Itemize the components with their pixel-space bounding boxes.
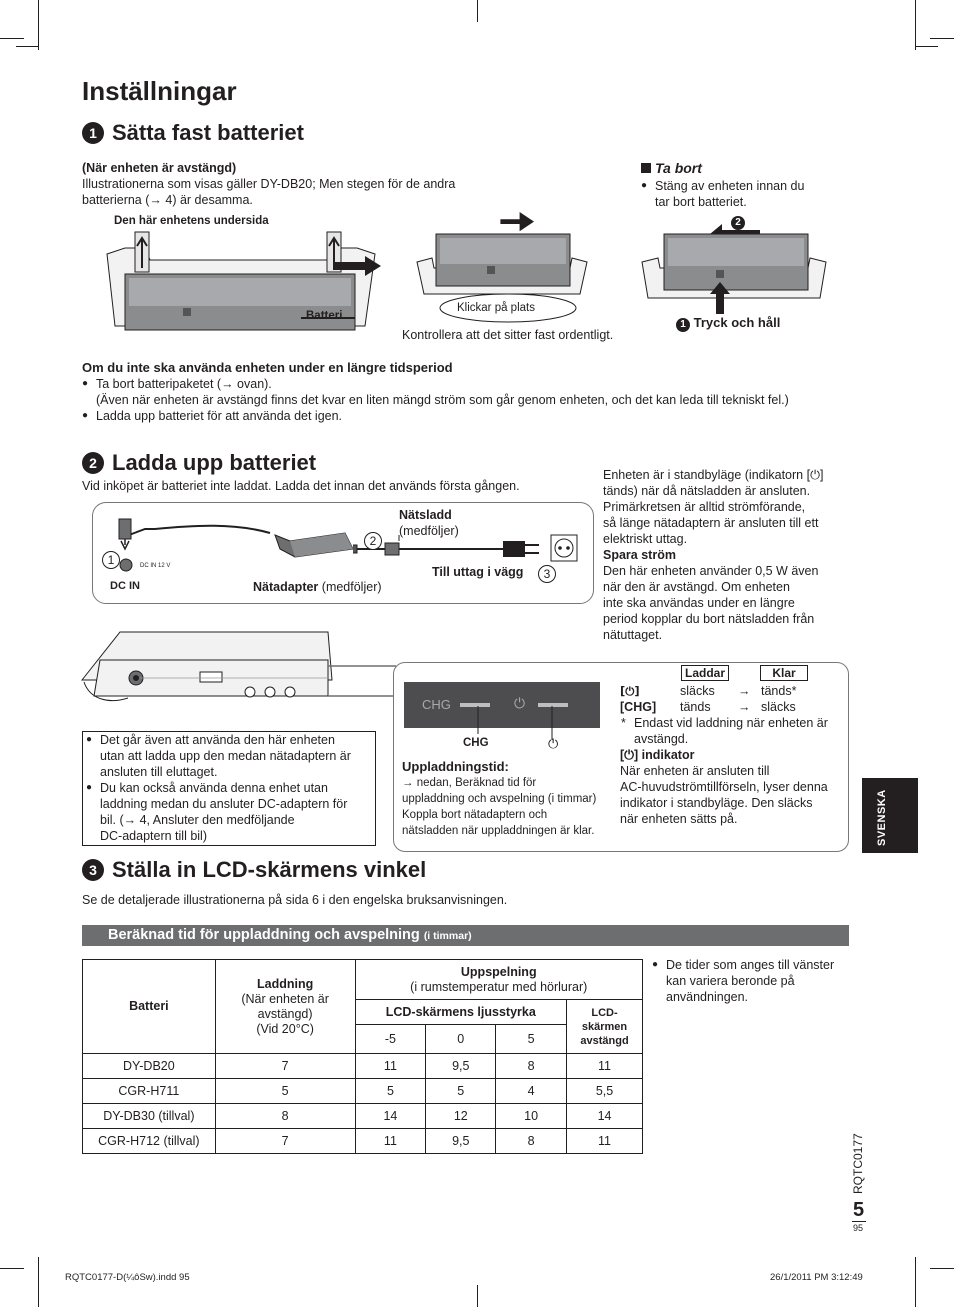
info-line: Koppla bort nätadaptern och: [402, 809, 548, 821]
list-item-text: utan att ladda upp den medan nätadaptern är: [100, 749, 351, 763]
row2-key: [CHG]: [620, 700, 657, 714]
info-line: nätsladden när uppladdningen är klar.: [402, 825, 595, 837]
arrow-right-icon: [333, 254, 383, 278]
remove-list: [641, 178, 804, 210]
indicator-text: [620, 763, 828, 827]
cell-value: 4: [496, 1079, 567, 1104]
list-item-text: tar bort batteriet.: [655, 195, 747, 209]
cell-battery: CGR-H711: [83, 1079, 216, 1104]
chg-display-text: CHG: [422, 697, 451, 712]
device-side-illustration: [80, 620, 398, 710]
ac-adapter-name: Nätadapter: [253, 580, 319, 594]
table-row: [83, 1079, 643, 1104]
header-play-sub: (i rumstemperatur med hörlurar): [410, 979, 588, 994]
list-item: [82, 376, 789, 408]
step-number: 2: [364, 532, 382, 550]
list-item-text: Du kan också använda denna enhet utan: [100, 781, 328, 795]
info-line: Den här enheten använder 0,5 W även: [603, 564, 819, 578]
battery-remove-illustration: [640, 222, 830, 322]
power-icon: ⏻: [514, 696, 526, 712]
step-number: 2: [731, 216, 745, 230]
level-cell: -5: [355, 1025, 426, 1054]
wall-outlet-label: Till uttag i vägg: [432, 565, 524, 579]
list-item-text: Ta bort batteripaketet (→ ovan).: [96, 377, 272, 391]
charging-tag: Laddar: [681, 665, 729, 681]
info-line: när enheten sätts på.: [620, 812, 738, 826]
header-charge-sub: (Vid 20°C): [256, 1021, 314, 1036]
step-number: 3: [538, 565, 556, 583]
step-number: 1: [676, 318, 690, 332]
level-cell: 0: [426, 1025, 496, 1054]
cell-value: 10: [496, 1104, 567, 1129]
row1-charging: släcks: [680, 684, 715, 698]
row1-ready: tänds*: [761, 684, 797, 698]
circle-2-marker: [364, 532, 382, 550]
time-table: [82, 959, 643, 1154]
table-row: [83, 1054, 643, 1079]
header-battery: Batteri: [83, 960, 216, 1054]
list-item-text: användningen.: [666, 990, 749, 1004]
list-item-text: ansluten till eluttaget.: [100, 765, 218, 779]
row2-arrow: →: [738, 700, 751, 714]
press-hold-text: Tryck och håll: [693, 315, 781, 330]
cell-value: 11: [355, 1054, 426, 1079]
section-2-intro: Vid inköpet är batteriet inte laddat. Ladda det innan det används första gången.: [82, 479, 520, 493]
cell-value: 12: [426, 1104, 496, 1129]
charge-time-text: [402, 775, 596, 839]
level-cell: 5: [496, 1025, 567, 1054]
header-lcd-off: [567, 1000, 643, 1054]
header-brightness: LCD-skärmens ljusstyrka: [355, 1000, 567, 1025]
remove-heading: [641, 160, 702, 176]
square-bullet-icon: [641, 163, 651, 173]
section-title: Ladda upp batteriet: [112, 450, 317, 475]
header-charge-sub: (När enheten är: [241, 991, 329, 1006]
row1-key: [⏻]: [620, 684, 640, 698]
info-line: när den är avstängd. Om enheten: [603, 580, 790, 594]
intro-line: batterierna (→ 4) är desamma.: [82, 193, 253, 207]
right-info: [603, 467, 823, 643]
cell-value: 9,5: [426, 1129, 496, 1154]
long-period-list: [82, 376, 789, 424]
info-line: → nedan, Beräknad tid för: [402, 777, 537, 789]
cell-value: 5: [426, 1079, 496, 1104]
page-number-small: 95: [853, 1223, 864, 1233]
info-line: period kopplar du bort nätsladden från: [603, 612, 815, 626]
row2-ready: släcks: [761, 700, 796, 714]
cell-value: 8: [496, 1129, 567, 1154]
cell-value: 8: [496, 1054, 567, 1079]
header-charge: [215, 960, 355, 1054]
list-item: [652, 957, 834, 1005]
header-charge-sub: avstängd): [257, 1006, 313, 1021]
section-2-heading: [82, 450, 316, 476]
ready-tag: Klar: [760, 665, 808, 681]
note-line: avstängd.: [634, 732, 689, 746]
cell-value: 14: [355, 1104, 426, 1129]
table-title-bar: [82, 925, 849, 946]
cell-battery: CGR-H712 (tillval): [83, 1129, 216, 1154]
when-off-label: (När enheten är avstängd): [82, 161, 237, 175]
cell-charge: 8: [215, 1104, 355, 1129]
circle-1-marker: [102, 551, 120, 569]
dcin-small-label: DC IN 12 V: [140, 563, 171, 569]
table-unit: (i timmar): [423, 930, 472, 942]
long-period-title: Om du inte ska använda enheten under en längre tidsperiod: [82, 360, 453, 375]
language-tab: [862, 778, 918, 853]
list-item: [82, 408, 789, 424]
info-line: tänds) när då nätsladden är ansluten.: [603, 484, 811, 498]
list-item-text: kan variera beronde på: [666, 974, 795, 988]
cell-value: 11: [567, 1129, 643, 1154]
header-play: [355, 960, 643, 1000]
page-title: Inställningar: [82, 76, 237, 106]
list-item-text: (Även när enheten är avstängd finns det kvar en liten mängd ström som går genom enheten, och det kan leda till tekniskt fel.): [96, 393, 789, 407]
note-line: Endast vid laddning när enheten är: [634, 716, 828, 730]
info-line: Primärkretsen är alltid strömförande,: [603, 500, 806, 514]
table-row: [83, 1129, 643, 1154]
underside-label: Den här enhetens undersida: [114, 215, 269, 227]
info-line: AC-huvudströmtillförseln, lyser denna: [620, 780, 828, 794]
notes-list: [86, 732, 371, 844]
section-number: 3: [82, 859, 104, 881]
cell-charge: 5: [215, 1079, 355, 1104]
power-cord-included: (medföljer): [399, 524, 459, 538]
section-number: 2: [82, 452, 104, 474]
charge-time-title: Uppladdningstid:: [402, 759, 509, 774]
info-line: så länge nätadaptern är ansluten till ett: [603, 516, 819, 530]
indicator-title: [⏻] indikator: [620, 748, 695, 762]
cell-value: 9,5: [426, 1054, 496, 1079]
row1-arrow: →: [738, 684, 751, 698]
cell-value: 11: [355, 1129, 426, 1154]
table-title: Beräknad tid för uppladdning och avspelning: [108, 927, 420, 943]
info-line: elektriskt uttag.: [603, 532, 688, 546]
table-side-note: [652, 957, 834, 1005]
remove-title: Ta bort: [655, 160, 702, 176]
section-3-intro: Se de detaljerade illustrationerna på sida 6 i den engelska bruksanvisningen.: [82, 893, 508, 907]
list-item-text: bil. (→ 4, Ansluter den medföljande: [100, 813, 295, 827]
language-tab-text: SVENSKA: [876, 789, 888, 846]
clicks-label: Klickar på plats: [457, 302, 535, 314]
cell-charge: 7: [215, 1054, 355, 1079]
list-item: [86, 780, 371, 844]
info-line: uppladdning och avspelning (i timmar): [402, 793, 597, 805]
section-1-heading: [82, 120, 304, 146]
cell-battery: DY-DB30 (tillval): [83, 1104, 216, 1129]
info-line: indikator i standbyläge. Den släcks: [620, 796, 813, 810]
save-power-title: Spara ström: [603, 548, 676, 562]
intro-line: Illustrationerna som visas gäller DY-DB20; Men stegen för de andra: [82, 177, 456, 191]
circle-3-marker: [538, 565, 556, 583]
section-number: 1: [82, 122, 104, 144]
header-lcd-off-line: avstängd: [580, 1034, 629, 1047]
page-number: 5: [853, 1199, 865, 1221]
cell-value: 5,5: [567, 1079, 643, 1104]
press-hold-label: [676, 315, 780, 332]
header-charge-title: Laddning: [256, 976, 314, 991]
ac-adapter-included: (medföljer): [321, 580, 382, 594]
power-indicator-icon: ⏻: [548, 737, 559, 752]
footer-left: RQTC0177-D(¼ôSw).indd 95: [65, 1272, 190, 1283]
row2-charging: tänds: [680, 700, 711, 714]
cell-value: 11: [567, 1054, 643, 1079]
list-item: [641, 178, 804, 210]
list-item-text: Det går även att använda den här enheten: [100, 733, 335, 747]
section-title: Ställa in LCD-skärmens vinkel: [112, 857, 427, 882]
doc-code: RQTC0177: [851, 1133, 865, 1194]
chg-label: CHG: [463, 737, 489, 749]
info-line: När enheten är ansluten till: [620, 764, 770, 778]
cell-value: 5: [355, 1079, 426, 1104]
info-line: Enheten är i standbyläge (indikatorn [⏻]: [603, 468, 824, 482]
cell-battery: DY-DB20: [83, 1054, 216, 1079]
list-item-text: laddning medan du ansluter DC-adaptern för: [100, 797, 348, 811]
list-item-text: DC-adaptern till bil): [100, 829, 207, 843]
info-line: nätuttaget.: [603, 628, 663, 642]
table-row: [83, 1104, 643, 1129]
ac-adapter-label: [253, 579, 382, 595]
footer-right: 26/1/2011 PM 3:12:49: [770, 1272, 863, 1283]
list-item-text: De tider som anges till vänster: [666, 958, 835, 972]
dcin-label: DC IN: [110, 580, 140, 592]
check-text: Kontrollera att det sitter fast ordentligt.: [402, 328, 614, 342]
cell-charge: 7: [215, 1129, 355, 1154]
section-title: Sätta fast batteriet: [112, 120, 304, 145]
battery-label: Batteri: [306, 310, 343, 322]
header-play-title: Uppspelning: [460, 964, 537, 979]
section-3-heading: [82, 857, 426, 883]
info-line: inte ska användas under en längre: [603, 596, 795, 610]
note-star: *: [621, 716, 626, 730]
step-number: 1: [102, 551, 120, 569]
power-cord-label: Nätsladd: [399, 508, 452, 522]
header-lcd-off-line: LCD-: [591, 1006, 618, 1019]
list-item: [86, 732, 371, 780]
cell-value: 14: [567, 1104, 643, 1129]
list-item-text: Ladda upp batteriet för att använda det igen.: [96, 409, 343, 423]
list-item-text: Stäng av enheten innan du: [655, 179, 805, 193]
header-lcd-off-line: skärmen: [581, 1020, 628, 1033]
